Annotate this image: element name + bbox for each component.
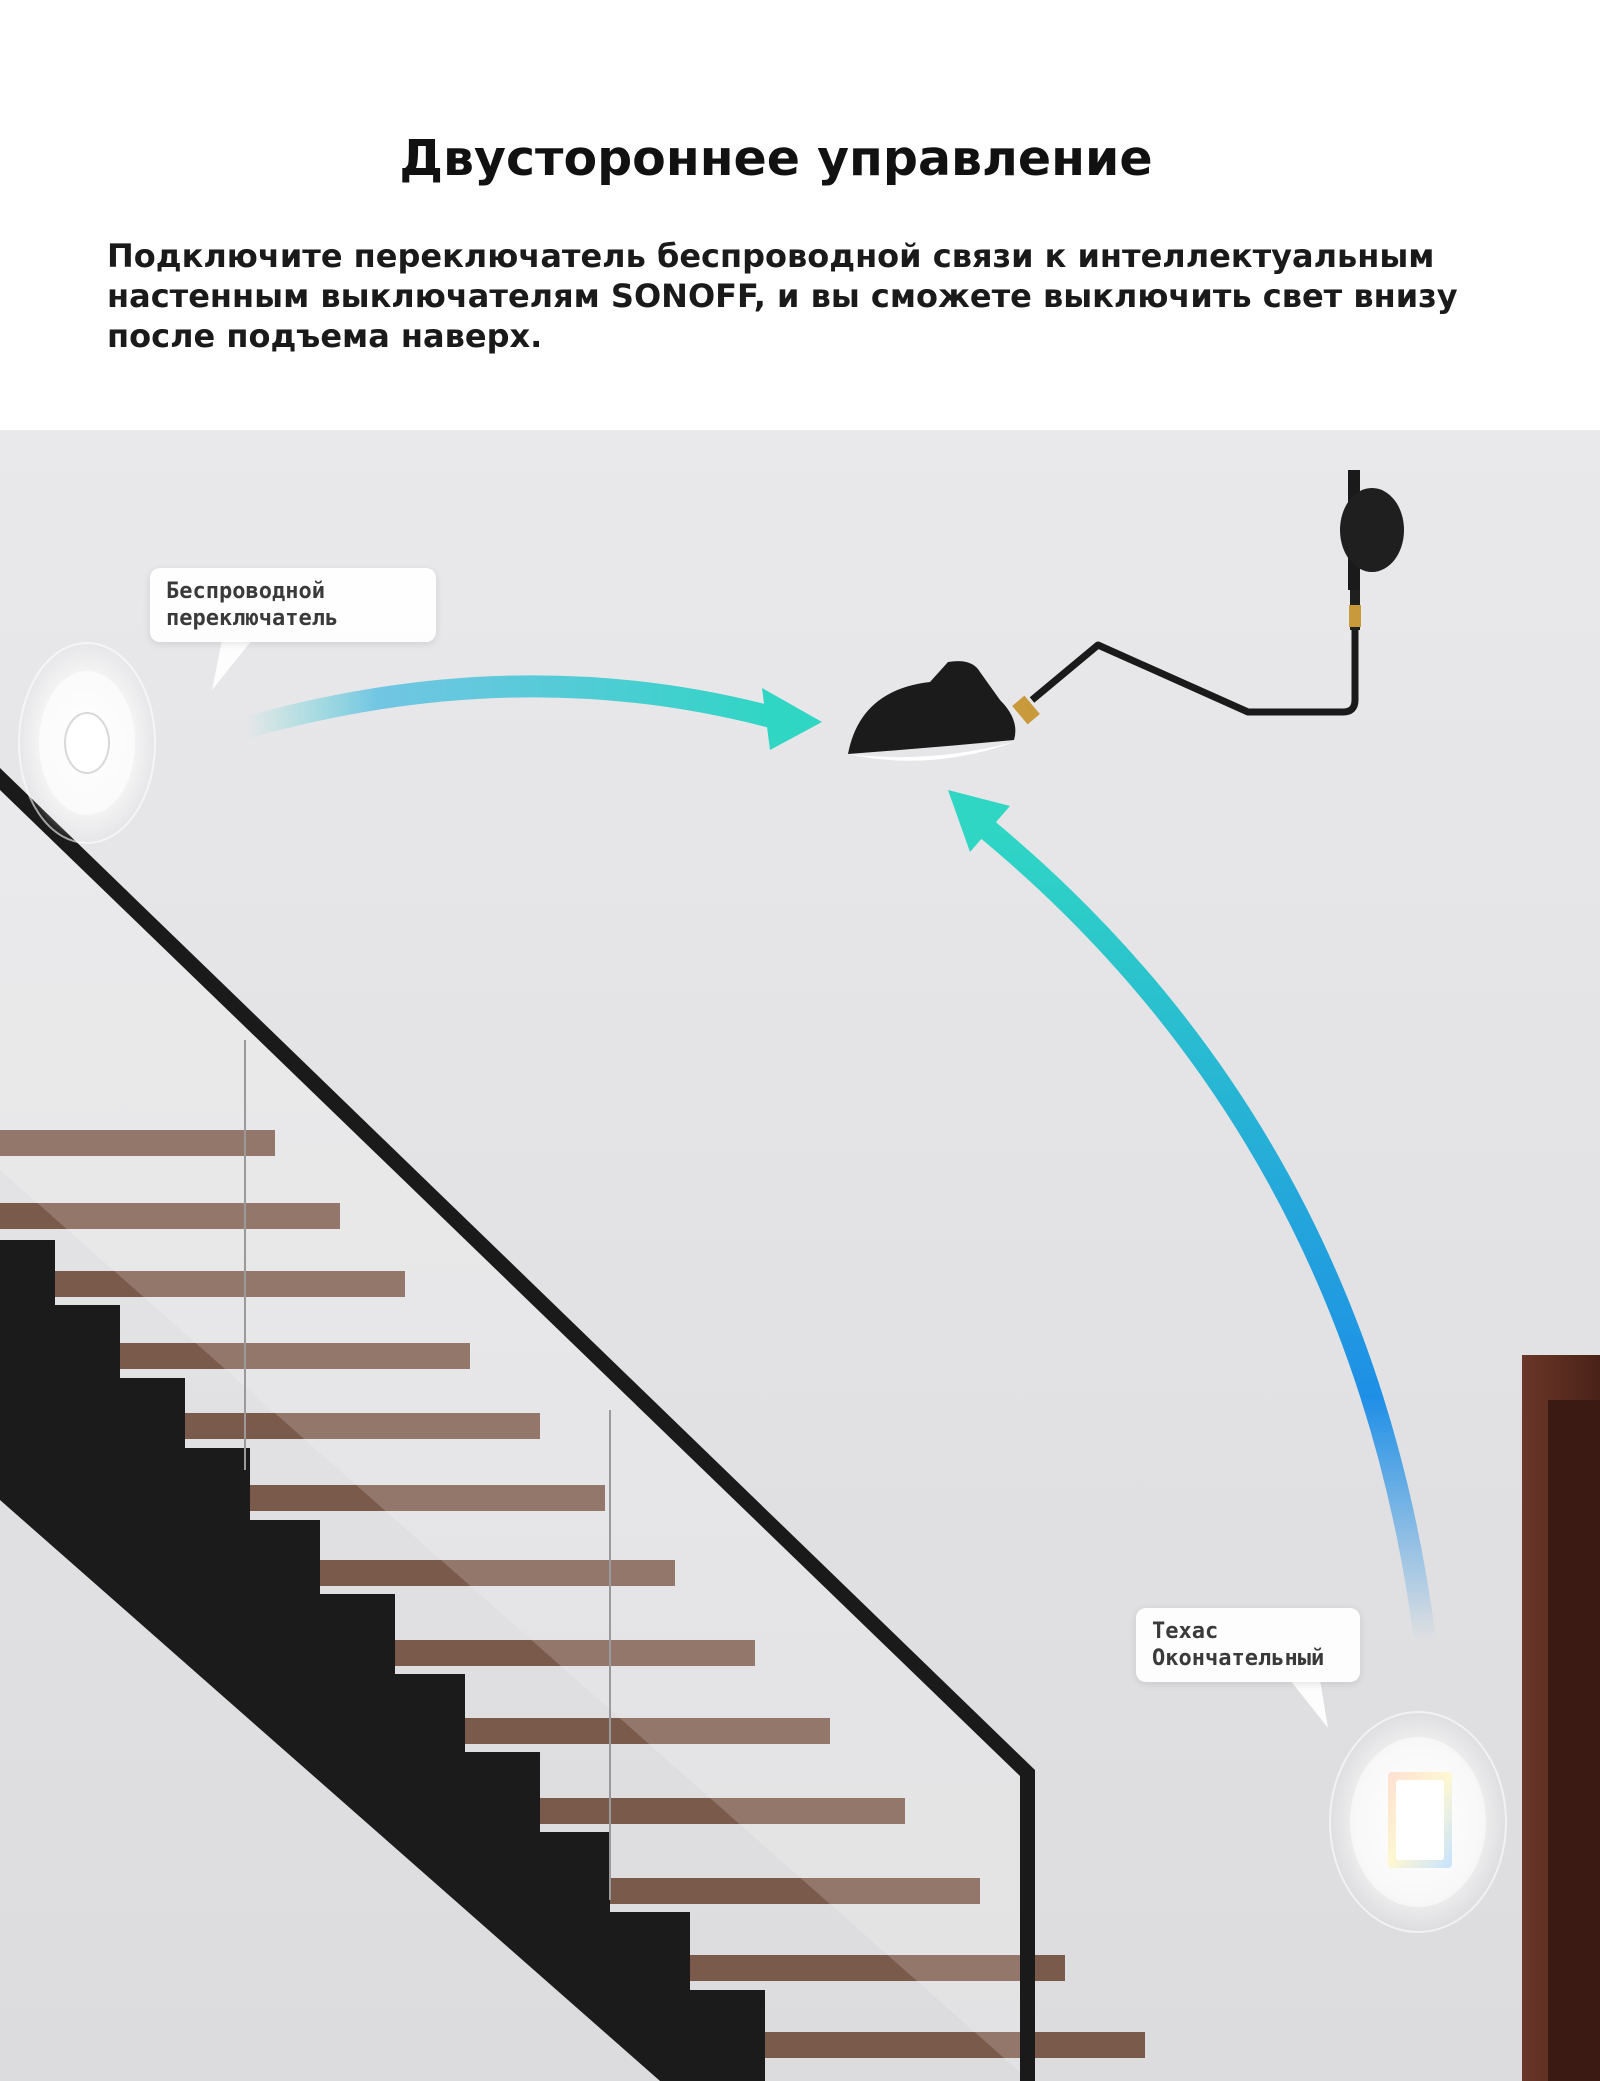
callout-text: Окончательный: [1152, 1646, 1325, 1671]
wireless-switch-device: [19, 643, 155, 843]
staircase-scene-illustration: [0, 430, 1600, 2081]
wall-switch-callout: [1136, 1608, 1360, 1682]
page-title: Двустороннее управление: [399, 130, 1153, 187]
header-section: [0, 0, 1600, 430]
page-subtitle: Подключите переключатель беспроводной связи к интеллектуальным настенным выключателям SONOFF, и вы сможете выключить свет внизу после подъема наверх.: [107, 237, 1458, 355]
callout-text: Беспроводной: [166, 579, 325, 604]
scene-svg: [0, 430, 1600, 2081]
callout-text: переключатель: [166, 606, 339, 631]
door-frame: [1522, 1355, 1600, 2081]
wireless-switch-callout: [150, 568, 436, 642]
callout-text: Техас: [1152, 1619, 1219, 1644]
wall-switch-device: [1330, 1712, 1506, 1932]
